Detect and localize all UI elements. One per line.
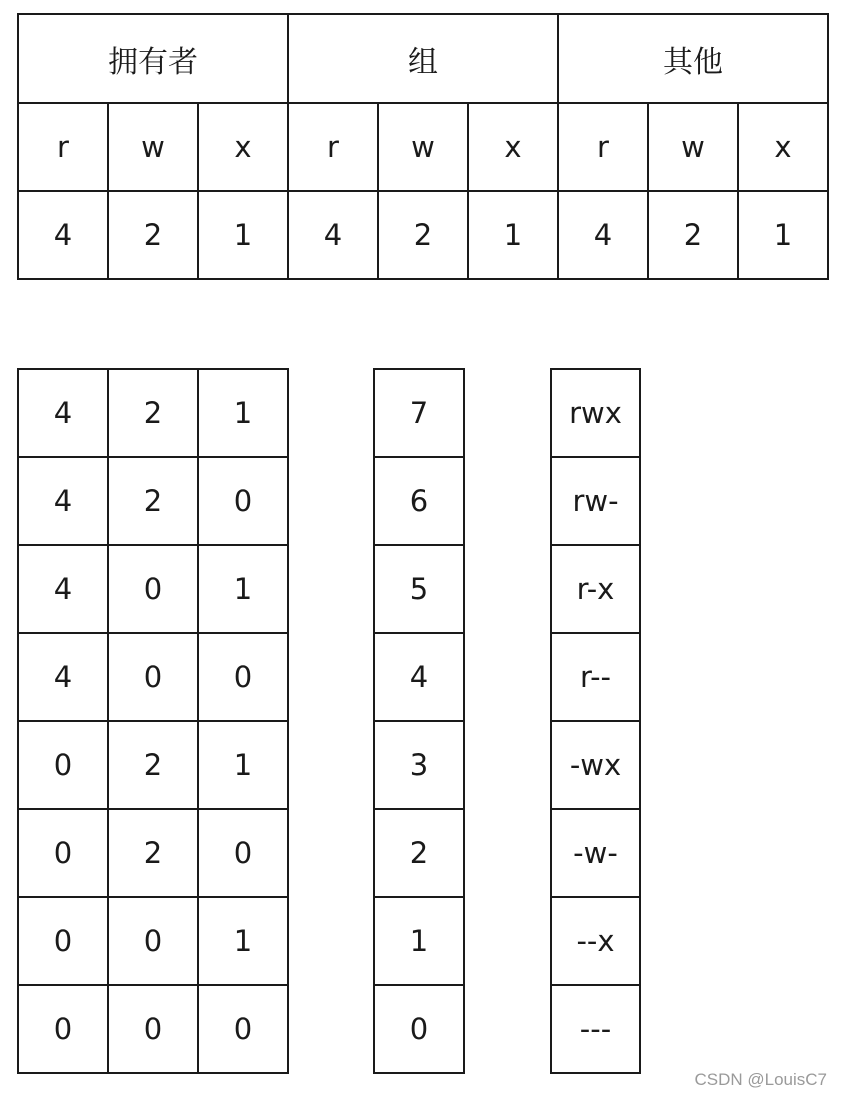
bit-cell: 0 xyxy=(18,985,108,1073)
permission-letter-cell: x xyxy=(738,103,828,191)
symbolic-row xyxy=(551,369,640,457)
octal-row xyxy=(374,457,464,545)
octal-row xyxy=(374,545,464,633)
bit-cell: 4 xyxy=(18,633,108,721)
symbolic-cell: r-x xyxy=(551,545,640,633)
group-owner-header: 拥有者 xyxy=(18,14,288,103)
permission-letter-cell: r xyxy=(18,103,108,191)
permission-letter-cell: w xyxy=(378,103,468,191)
symbolic-cell: -wx xyxy=(551,721,640,809)
bit-combination-table xyxy=(17,368,289,1074)
bit-cell: 0 xyxy=(108,545,198,633)
bit-cell: 1 xyxy=(198,369,288,457)
permission-value-cell: 1 xyxy=(198,191,288,279)
octal-row xyxy=(374,809,464,897)
octal-cell: 7 xyxy=(374,369,464,457)
permission-value-cell: 4 xyxy=(288,191,378,279)
bit-cell: 4 xyxy=(18,457,108,545)
symbolic-row xyxy=(551,809,640,897)
octal-row xyxy=(374,369,464,457)
permission-letter-cell: x xyxy=(468,103,558,191)
symbolic-cell: --- xyxy=(551,985,640,1073)
permission-letter-cell: r xyxy=(288,103,378,191)
bit-cell: 1 xyxy=(198,897,288,985)
octal-cell: 1 xyxy=(374,897,464,985)
octal-row xyxy=(374,721,464,809)
bit-row xyxy=(18,457,288,545)
symbolic-cell: -w- xyxy=(551,809,640,897)
group-group-header: 组 xyxy=(288,14,558,103)
bit-cell: 0 xyxy=(108,985,198,1073)
bit-cell: 0 xyxy=(198,985,288,1073)
bit-cell: 2 xyxy=(108,369,198,457)
symbolic-cell: rw- xyxy=(551,457,640,545)
bit-cell: 0 xyxy=(198,457,288,545)
bit-cell: 2 xyxy=(108,457,198,545)
group-header-row xyxy=(18,14,828,103)
permission-value-cell: 2 xyxy=(648,191,738,279)
bit-cell: 0 xyxy=(198,809,288,897)
bit-cell: 0 xyxy=(198,633,288,721)
permission-letter-row xyxy=(18,103,828,191)
symbolic-row xyxy=(551,545,640,633)
permission-value-cell: 1 xyxy=(738,191,828,279)
permission-letter-cell: w xyxy=(108,103,198,191)
bit-cell: 0 xyxy=(108,633,198,721)
group-other-header: 其他 xyxy=(558,14,828,103)
octal-cell: 5 xyxy=(374,545,464,633)
symbolic-row xyxy=(551,457,640,545)
octal-row xyxy=(374,897,464,985)
bit-row xyxy=(18,985,288,1073)
permission-value-cell: 2 xyxy=(378,191,468,279)
bit-cell: 0 xyxy=(18,721,108,809)
symbolic-row xyxy=(551,721,640,809)
octal-row xyxy=(374,633,464,721)
bit-cell: 1 xyxy=(198,721,288,809)
permission-letter-cell: w xyxy=(648,103,738,191)
octal-cell: 6 xyxy=(374,457,464,545)
symbolic-cell: --x xyxy=(551,897,640,985)
bit-row xyxy=(18,545,288,633)
symbolic-cell: rwx xyxy=(551,369,640,457)
bit-cell: 4 xyxy=(18,369,108,457)
bit-row xyxy=(18,633,288,721)
octal-cell: 3 xyxy=(374,721,464,809)
bit-row xyxy=(18,897,288,985)
symbolic-permission-table xyxy=(550,368,641,1074)
bit-row xyxy=(18,721,288,809)
octal-cell: 0 xyxy=(374,985,464,1073)
bit-cell: 4 xyxy=(18,545,108,633)
watermark: CSDN @LouisC7 xyxy=(694,1070,827,1089)
permission-value-cell: 1 xyxy=(468,191,558,279)
bit-row xyxy=(18,809,288,897)
bit-cell: 0 xyxy=(108,897,198,985)
permission-letter-cell: r xyxy=(558,103,648,191)
bit-cell: 0 xyxy=(18,897,108,985)
permission-letter-cell: x xyxy=(198,103,288,191)
permission-value-row xyxy=(18,191,828,279)
bit-cell: 0 xyxy=(18,809,108,897)
octal-row xyxy=(374,985,464,1073)
permission-value-cell: 2 xyxy=(108,191,198,279)
permission-value-cell: 4 xyxy=(558,191,648,279)
symbolic-row xyxy=(551,633,640,721)
symbolic-row xyxy=(551,985,640,1073)
permission-table xyxy=(17,13,829,280)
octal-cell: 2 xyxy=(374,809,464,897)
octal-value-table xyxy=(373,368,465,1074)
symbolic-cell: r-- xyxy=(551,633,640,721)
bit-cell: 2 xyxy=(108,809,198,897)
bit-row xyxy=(18,369,288,457)
bit-cell: 1 xyxy=(198,545,288,633)
permission-value-cell: 4 xyxy=(18,191,108,279)
octal-cell: 4 xyxy=(374,633,464,721)
bit-cell: 2 xyxy=(108,721,198,809)
symbolic-row xyxy=(551,897,640,985)
